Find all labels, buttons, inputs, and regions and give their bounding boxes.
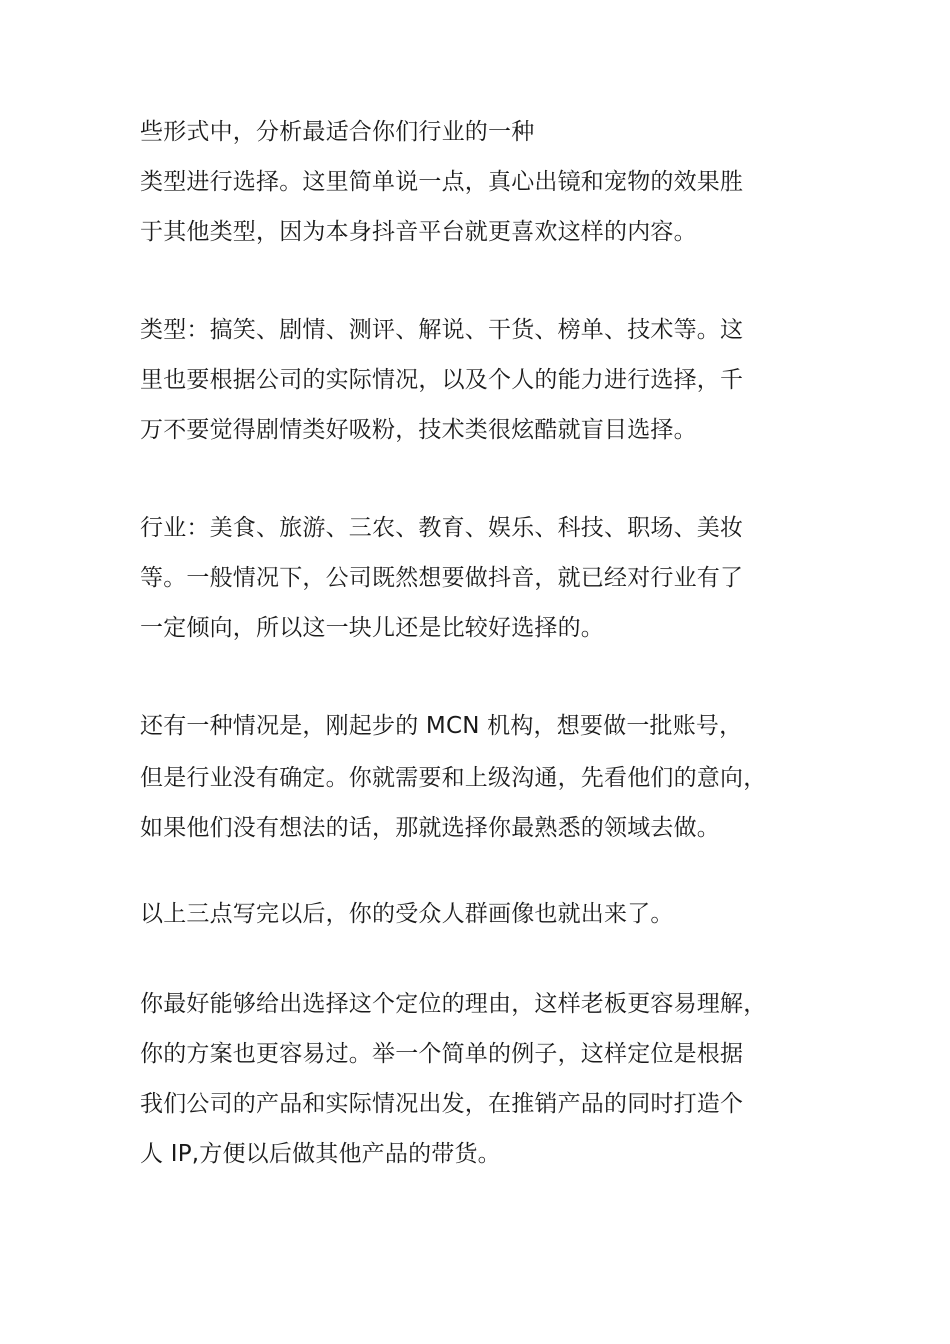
paragraph-2-line-2: 里也要根据公司的实际情况，以及个人的能力进行选择，千 (140, 367, 744, 393)
paragraph-4-line-1: 还有一种情况是，刚起步的 MCN 机构，想要做一批账号， (140, 713, 743, 739)
paragraph-4-line-3: 如果他们没有想法的话，那就选择你最熟悉的领域去做。 (140, 815, 720, 841)
paragraph-6-line-4: 人 IP,方便以后做其他产品的带货。 (140, 1141, 501, 1167)
paragraph-5-line-1: 以上三点写完以后，你的受众人群画像也就出来了。 (140, 901, 674, 927)
paragraph-3-line-3: 一定倾向，所以这一块儿还是比较好选择的。 (140, 615, 604, 641)
paragraph-2-line-1: 类型：搞笑、剧情、测评、解说、干货、榜单、技术等。这 (140, 317, 744, 343)
paragraph-3-line-2: 等。一般情况下，公司既然想要做抖音，就已经对行业有了 (140, 565, 744, 591)
paragraph-1-line-3: 于其他类型，因为本身抖音平台就更喜欢这样的内容。 (140, 219, 697, 245)
paragraph-1-line-1: 些形式中，分析最适合你们行业的一种 (140, 119, 535, 145)
paragraph-6-line-3: 我们公司的产品和实际情况出发，在推销产品的同时打造个 (140, 1091, 744, 1117)
paragraph-6-line-2: 你的方案也更容易过。举一个简单的例子，这样定位是根据 (140, 1041, 744, 1067)
paragraph-6-line-1: 你最好能够给出选择这个定位的理由，这样老板更容易理解， (140, 991, 767, 1017)
paragraph-3-line-1: 行业：美食、旅游、三农、教育、娱乐、科技、职场、美妆 (140, 515, 744, 541)
paragraph-4-line-2: 但是行业没有确定。你就需要和上级沟通，先看他们的意向， (140, 765, 767, 791)
paragraph-2-line-3: 万不要觉得剧情类好吸粉，技术类很炫酷就盲目选择。 (140, 417, 697, 443)
paragraph-1-line-2: 类型进行选择。这里简单说一点，真心出镜和宠物的效果胜 (140, 169, 744, 195)
